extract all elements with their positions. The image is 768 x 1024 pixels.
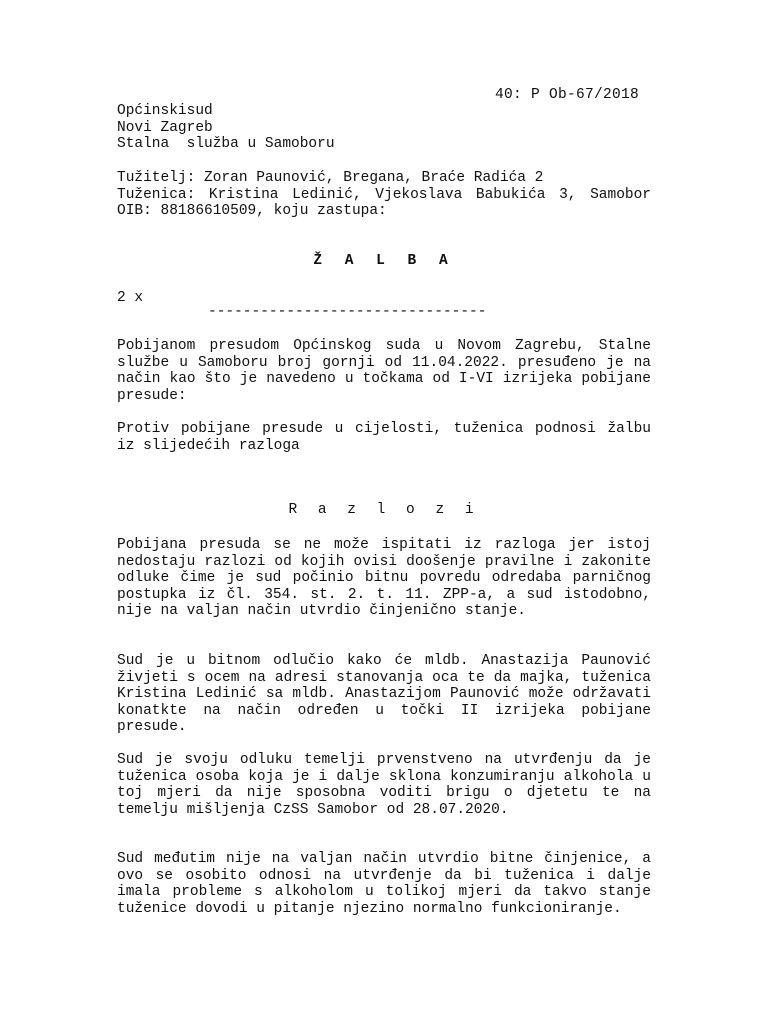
- court-office: Stalna služba u Samoboru: [117, 136, 335, 153]
- copies-count: 2 x: [117, 290, 144, 306]
- reasons-heading: R a z l o z i: [288, 502, 480, 518]
- court-city: Novi Zagreb: [117, 119, 213, 136]
- reasons-paragraph-2: Sud je u bitnom odlučio kako će mldb. Anastazija Paunović živjeti s ocem na adresi stanovanja oca te da majka, tuženica Kristina Ledinić sa mldb. Anastazijom Paunović može održavati konatkte na način određen u točki II izrijeka pobijane presude.: [117, 653, 651, 736]
- court-name: Općinskisud: [117, 103, 213, 119]
- parties: [117, 170, 651, 220]
- document-title: Ž A L B A: [313, 253, 455, 269]
- separator-rule: --------------------------------: [208, 304, 487, 320]
- plaintiff-line: Tužitelj: Zoran Paunović, Bregana, Braće Radića 2: [117, 170, 544, 186]
- court-address: [117, 103, 651, 153]
- case-number: 40: P Ob-67/2018: [495, 87, 640, 103]
- defendant-line: Tuženica: Kristina Ledinić, Vjekoslava Babukića 3, Samobor OIB: 88186610509, koju zastupa:: [117, 186, 651, 220]
- intro-paragraph-1: Pobijanom presudom Općinskog suda u Novom Zagrebu, Stalne službe u Samoboru broj gornji od 11.04.2022. presuđeno je na način kao što je navedeno u točkama od I-VI izrijeka pobijane presude:: [117, 338, 651, 404]
- reasons-paragraph-1: Pobijana presuda se ne može ispitati iz razloga jer istoj nedostaju razlozi od kojih ovisi doošenje pravilne i zakonite odluke čime je sud počinio bitnu povredu odredaba parničnog postupka iz čl. 354. st. 2. t. 11. ZPP-a, a sud istodobno, nije na valjan način utvrdio činjenično stanje.: [117, 537, 651, 620]
- reasons-paragraph-3: Sud je svoju odluku temelji prvenstveno na utvrđenju da je tuženica osoba koja je i dalje sklona konzumiranju alkohola u toj mjeri da nije sposobna voditi brigu o djetetu te na temelju mišljenja CzSS Samobor od 28.07.2020.: [117, 752, 651, 818]
- reasons-paragraph-4: Sud međutim nije na valjan način utvrdio bitne činjenice, a ovo se osobito odnosi na utvrđenje da bi tuženica i dalje imala probleme s alkoholom u tolikoj mjeri da takvo stanje tuženice dovodi u pitanje njezino normalno funkcioniranje.: [117, 851, 651, 917]
- intro-paragraph-2: Protiv pobijane presude u cijelosti, tuženica podnosi žalbu iz slijedećih razloga: [117, 421, 651, 454]
